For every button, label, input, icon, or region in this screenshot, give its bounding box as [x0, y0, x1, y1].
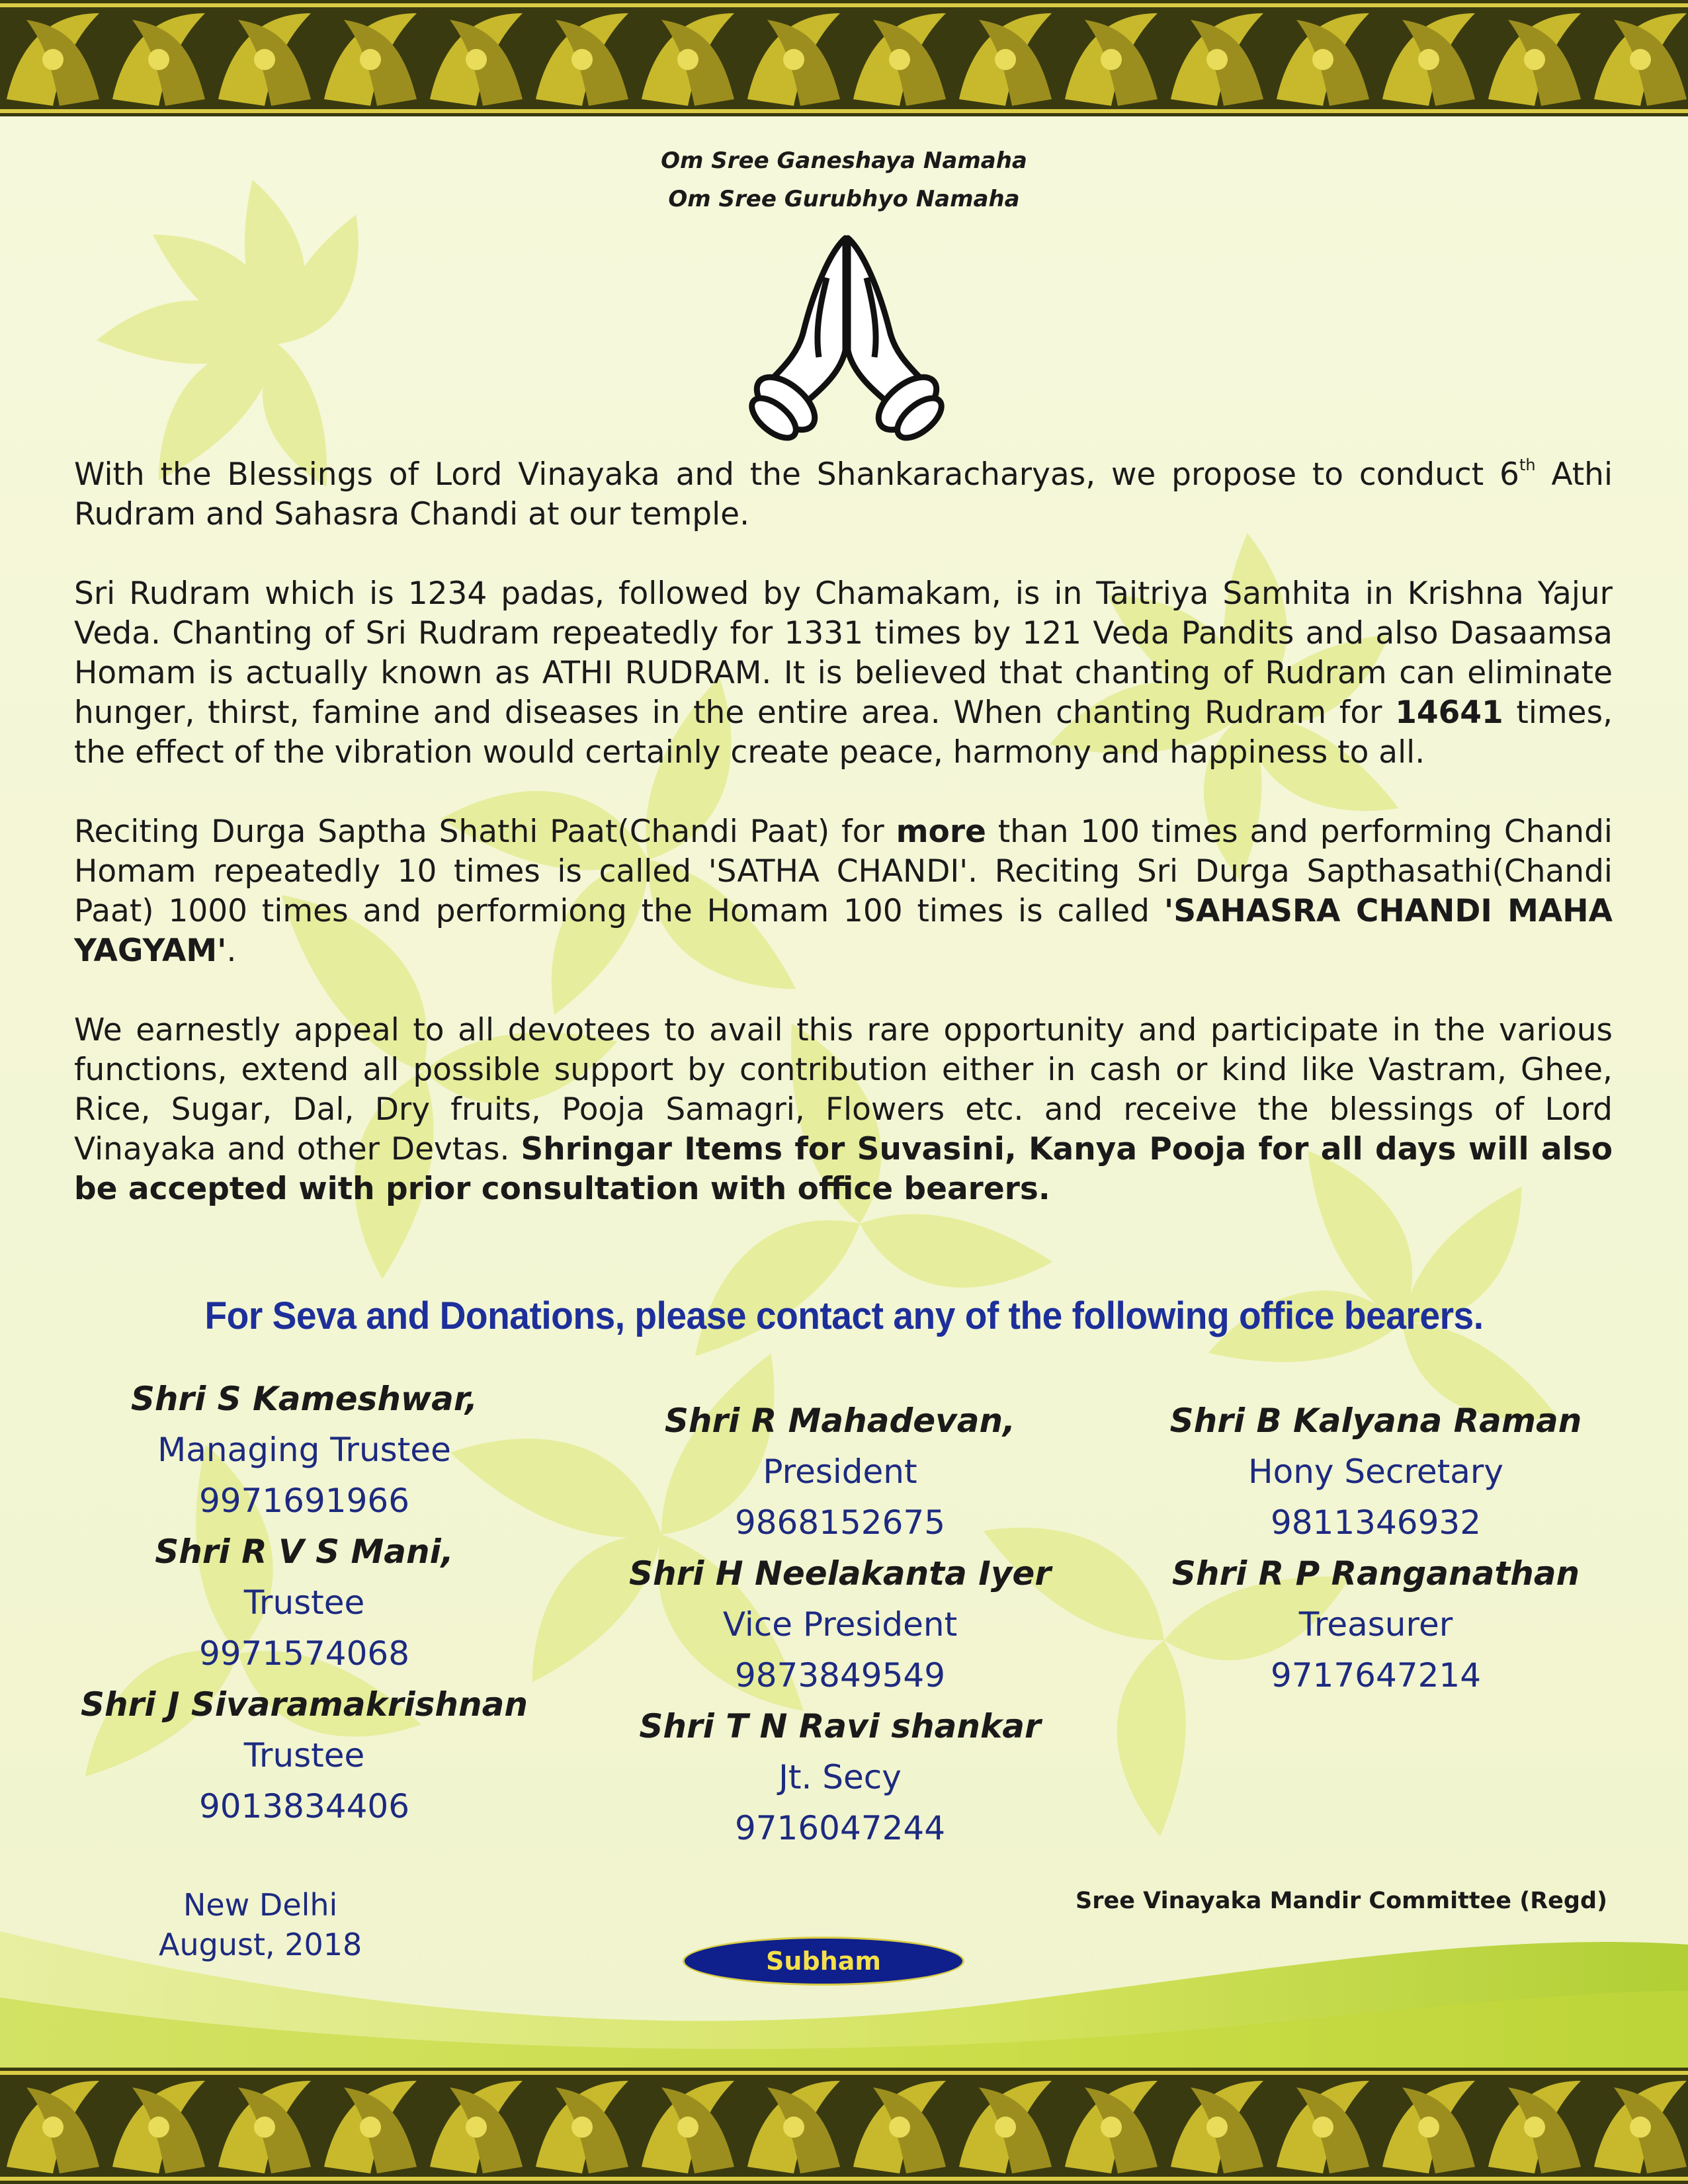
- bearer-name: Shri R P Ranganathan: [1171, 1554, 1580, 1593]
- bearer-phone: 9873849549: [734, 1656, 946, 1695]
- bearer-name: Shri J Sivaramakrishnan: [81, 1685, 528, 1724]
- bearer-role: Hony Secretary: [1248, 1452, 1503, 1491]
- bearer-name: Shri R V S Mani,: [155, 1533, 454, 1571]
- bearer-role: Trustee: [243, 1736, 365, 1775]
- invocation-line-2: Om Sree Gurubhyo Namaha: [668, 186, 1020, 212]
- bearer-name: Shri S Kameshwar,: [130, 1380, 478, 1418]
- bearer-phone: 9971574068: [198, 1634, 410, 1673]
- place-label: New Delhi: [183, 1887, 338, 1923]
- bottom-ornamental-border: [0, 2068, 1688, 2184]
- subham-badge: Subham: [683, 1937, 964, 1986]
- bearer-name: Shri H Neelakanta Iyer: [628, 1554, 1051, 1593]
- bearer-role: Trustee: [243, 1583, 365, 1622]
- bearer-role: Vice President: [722, 1605, 958, 1644]
- invocation-header: [0, 142, 1688, 218]
- intro-paragraph: With the Blessings of Lord Vinayaka and the Shankaracharyas, we propose to conduct 6th Athi Rudram and Sahasra Chandi at our temple.: [74, 456, 1613, 532]
- bearer-entry: [609, 1701, 1072, 1854]
- bearer-name: Shri B Kalyana Raman: [1169, 1402, 1582, 1440]
- bearer-phone: 9716047244: [734, 1809, 946, 1847]
- bearer-role: Managing Trustee: [157, 1431, 451, 1469]
- committee-name: Sree Vinayaka Mandir Committee (Regd): [1076, 1888, 1608, 1914]
- body-text: [74, 455, 1613, 1249]
- bearer-role: President: [763, 1452, 917, 1491]
- bearer-entry: [73, 1374, 536, 1527]
- bearer-phone: 9717647214: [1270, 1656, 1482, 1695]
- bearer-phone: 9971691966: [198, 1482, 410, 1520]
- invocation-line-1: Om Sree Ganeshaya Namaha: [661, 147, 1027, 174]
- office-bearers-column-1: [73, 1374, 536, 1832]
- bearer-role: Jt. Secy: [779, 1758, 902, 1796]
- date-label: August, 2018: [159, 1927, 362, 1962]
- chandi-paragraph: Reciting Durga Saptha Shathi Paat(Chandi Paat) for more than 100 times and performing Chandi Homam repeatedly 10 times is called 'SATHA CHANDI'. Reciting Sri Durga Sapthasathi(Chandi Paat) 1000 times and performiong the Homam 100 times is called 'SAHASRA CHANDI MAHA YAGYAM'.: [74, 814, 1613, 969]
- office-bearers-column-3: [1144, 1396, 1607, 1701]
- praying-hands-icon: [741, 231, 952, 443]
- bearer-entry: [73, 1679, 536, 1832]
- bearer-entry: [609, 1548, 1072, 1701]
- bearer-role: Treasurer: [1298, 1605, 1453, 1644]
- bearer-entry: [1144, 1396, 1607, 1548]
- contact-heading: For Seva and Donations, please contact any of the following office bearers.: [204, 1294, 1484, 1337]
- rudram-paragraph: Sri Rudram which is 1234 padas, followed by Chamakam, is in Taitriya Samhita in Krishna Yajur Veda. Chanting of Sri Rudram repeatedly for 1331 times by 121 Veda Pandits and also Dasaamsa Homam is actually known as ATHI RUDRAM. It is believed that chanting of Rudram can eliminate hunger, thirst, famine and diseases in the entire area. When chanting Rudram for 14641 times, the effect of the vibration would certainly create peace, harmony and happiness to all.: [74, 575, 1613, 771]
- bearer-entry: [609, 1396, 1072, 1548]
- bearer-phone: 9013834406: [198, 1787, 410, 1826]
- bearer-phone: 9868152675: [734, 1503, 946, 1542]
- top-ornamental-border: [0, 0, 1688, 116]
- bearer-name: Shri T N Ravi shankar: [639, 1707, 1041, 1745]
- bearer-entry: [1144, 1548, 1607, 1701]
- bearer-entry: [73, 1527, 536, 1679]
- bearer-phone: 9811346932: [1270, 1503, 1482, 1542]
- appeal-paragraph: We earnestly appeal to all devotees to avail this rare opportunity and participate in the various functions, extend all possible support by contribution either in cash or kind like Vastram, Ghee, Rice, Sugar, Dal, Dry fruits, Pooja Samagri, Flowers etc. and receive the blessings of Lord Vinayaka and other Devtas. Shringar Items for Suvasini, Kanya Pooja for all days will also be accepted with prior consultation with office bearers.: [74, 1012, 1613, 1207]
- bearer-name: Shri R Mahadevan,: [664, 1402, 1016, 1440]
- place-and-date: [159, 1885, 362, 1964]
- office-bearers-column-2: [609, 1396, 1072, 1854]
